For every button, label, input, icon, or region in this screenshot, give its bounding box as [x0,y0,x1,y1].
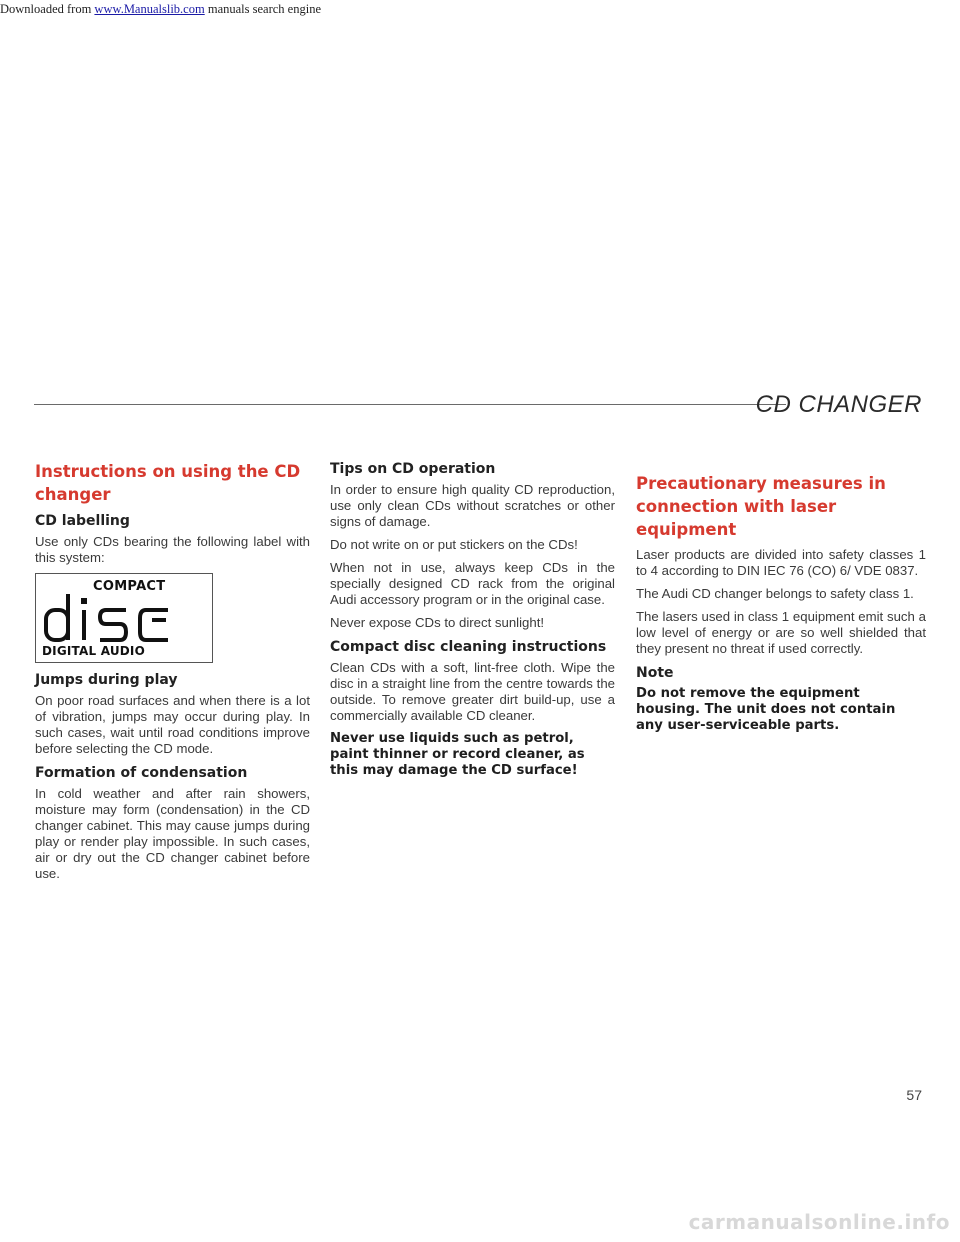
section-title: CD CHANGER [755,391,922,418]
laser-paragraph: The lasers used in class 1 equipment emit such a low level of energy or are so well shielded that they present no threat if used correctly. [636,609,926,656]
condensation-title: Formation of condensation [35,765,248,781]
logo-digital-audio-text: DIGITAL AUDIO [42,644,145,658]
logo-compact-text: COMPACT [93,579,166,594]
site-watermark: carmanualsonline.info [688,1210,950,1234]
column-2 [330,460,615,786]
manualslib-link[interactable]: www.Manualslib.com [94,2,205,16]
column-1 [35,460,310,889]
disc-wordmark-icon [42,592,202,644]
laser-paragraph: Laser products are divided into safety classes 1 to 4 according to DIN IEC 76 (CO) 6/ VDE 0837. [636,547,926,578]
download-watermark [0,2,321,17]
laser-paragraph: The Audi CD changer belongs to safety class 1. [636,586,914,601]
cleaning-warning: Never use liquids such as petrol, paint thinner or record cleaner, as this may damage the CD surface! [330,731,585,778]
tips-paragraph: Never expose CDs to direct sunlight! [330,615,545,630]
tips-paragraph: When not in use, always keep CDs in the specially designed CD rack from the original Audi accessory program or in the original case. [330,560,615,607]
cd-labelling-title: CD labelling [35,513,130,529]
column-3 [636,472,926,741]
jumps-text: On poor road surfaces and when there is a lot of vibration, jumps may occur during play. In such cases, wait until road conditions improve before selecting the CD mode. [35,693,310,756]
compact-disc-logo [35,573,213,663]
laser-heading: Precautionary measures in connection with laser equipment [636,474,886,539]
cleaning-title: Compact disc cleaning instructions [330,639,607,655]
watermark-suffix: manuals search engine [204,2,321,16]
tips-title: Tips on CD operation [330,461,496,477]
cd-labelling-text: Use only CDs bearing the following label with this system: [35,534,310,565]
instructions-heading: Instructions on using the CD changer [35,462,301,504]
tips-paragraph: Do not write on or put stickers on the CDs! [330,537,578,552]
watermark-prefix: Downloaded from [0,2,95,16]
cleaning-text: Clean CDs with a soft, lint-free cloth. Wipe the disc in a straight line from the centre towards the outside. To remove greater dirt build-up, use a commercially available CD cleaner. [330,660,615,723]
jumps-title: Jumps during play [35,672,178,688]
condensation-text: In cold weather and after rain showers, moisture may form (condensation) in the CD changer cabinet. This may cause jumps during play or render play impossible. In such cases, air or dry out the CD changer cabinet before use. [35,786,310,881]
header-rule [34,404,786,405]
tips-paragraph: In order to ensure high quality CD reproduction, use only clean CDs without scratches or other signs of damage. [330,482,615,529]
page-number: 57 [906,1087,922,1103]
note-title: Note [636,665,674,681]
note-text: Do not remove the equipment housing. The unit does not contain any user-serviceable parts. [636,686,896,733]
